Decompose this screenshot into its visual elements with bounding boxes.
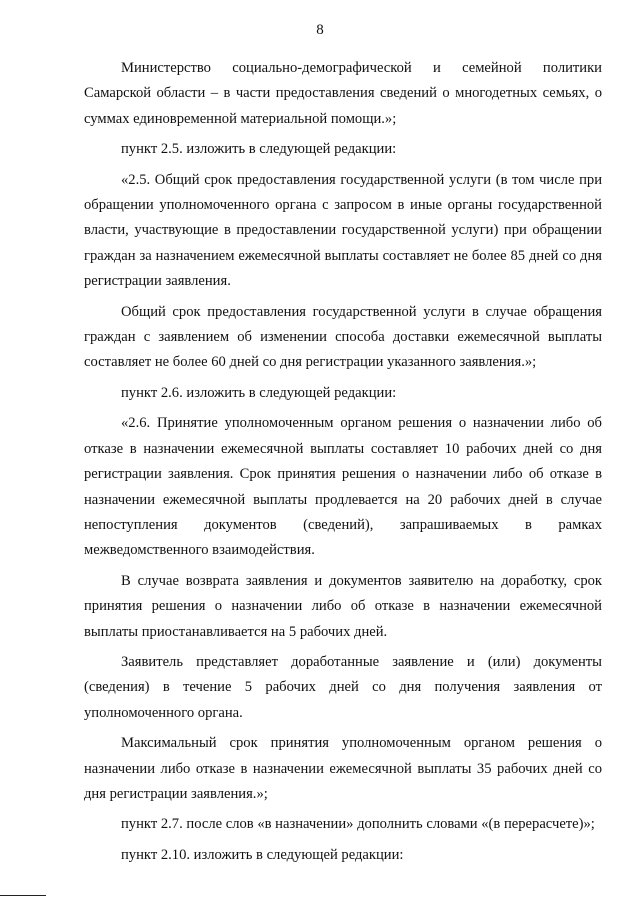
paragraph-max-term: Максимальный срок принятия уполномоченным органом решения о назначении либо отказе в назначении ежемесячной выплаты 35 рабочих дней со дня регистрации заявления.»; bbox=[84, 735, 602, 802]
paragraph-ministry-clause: Министерство социально-демографической и семейной политики Самарской области – в части предоставления сведений о многодетных семьях, о суммах единовременной материальной помощи.»; bbox=[84, 60, 602, 127]
paragraph-item-2-5-text: «2.5. Общий срок предоставления государственной услуги (в том числе при обращении уполномоченного органа с запросом в иные органы государственной власти, участвующие в предоставлении государственной услуги) при обращении граждан за назначением ежемесячной выплаты составляет не более 85 дней со дня регистрации заявления. bbox=[84, 171, 602, 290]
page-number: 8 bbox=[316, 22, 324, 38]
paragraph-item-2-7: пункт 2.7. после слов «в назначении» дополнить словами «(в перерасчете)»; bbox=[121, 816, 595, 833]
paragraph-item-2-5-intro: пункт 2.5. изложить в следующей редакции: bbox=[121, 141, 397, 158]
paragraph-applicant-submits: Заявитель представляет доработанные заявление и (или) документы (сведения) в течение 5 рабочих дней со дня получения заявления от уполномоченного органа. bbox=[84, 653, 602, 721]
footnote-separator bbox=[0, 895, 46, 896]
document-body bbox=[84, 56, 602, 868]
paragraph-return-case: В случае возврата заявления и документов заявителю на доработку, срок принятия решения о назначении либо об отказе в назначении ежемесячной выплаты приостанавливается на 5 рабочих дней. bbox=[84, 572, 602, 640]
paragraph-item-2-6-text: «2.6. Принятие уполномоченным органом решения о назначении либо об отказе в назначении ежемесячной выплаты составляет 10 рабочих дней со дня регистрации заявления. Срок принятия решения о назначении либо об отказе в назначении ежемесячной выплаты продлевается на 20 рабочих дней в случае непоступления документов (сведений), запрашиваемых в рамках межведомственного взаимодействия. bbox=[84, 415, 602, 559]
paragraph-item-2-10-intro: пункт 2.10. изложить в следующей редакции: bbox=[121, 846, 404, 863]
paragraph-total-term: Общий срок предоставления государственной услуги в случае обращения граждан с заявлением об изменении способа доставки ежемесячной выплаты составляет не более 60 дней со дня регистрации указанного заявления.»; bbox=[84, 303, 602, 371]
paragraph-item-2-6-intro: пункт 2.6. изложить в следующей редакции: bbox=[121, 384, 397, 401]
